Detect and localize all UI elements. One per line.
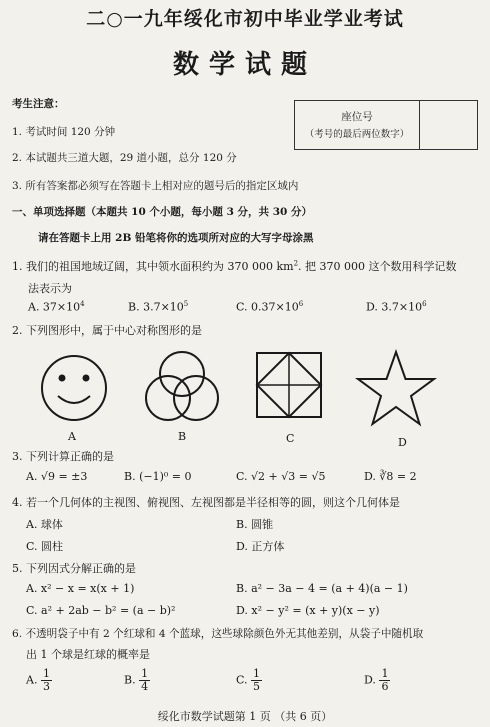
q1-option-c: C. $0.37\times 10^6$	[236, 300, 304, 314]
seat-label-cell	[295, 101, 420, 149]
q2-label-a: A	[68, 430, 76, 443]
q2-stem: 2. 下列图形中，属于中心对称图形的是	[12, 324, 202, 337]
q5-option-a: A. x² − x = x(x + 1)	[26, 582, 135, 595]
q6-stem-2: 出 1 个球是红球的概率是	[26, 648, 150, 661]
q4-option-d: D. 正方体	[236, 540, 285, 553]
q5-option-b: B. a² − 3a − 4 = (a + 4)(a − 1)	[236, 582, 408, 595]
section1-instruction: 请在答题卡上用 2B 铅笔将你的选项所对应的大写字母涂黑	[38, 232, 314, 244]
q3-stem: 3. 下列计算正确的是	[12, 450, 114, 463]
seat-hint: （考号的最后两位数字）	[304, 129, 410, 140]
q6-option-a: A. $\frac{1}{3}$	[26, 667, 50, 693]
q6-stem: 6. 不透明袋子中有 2 个红球和 4 个蓝球，这些球除颜色外无其他差别，从袋子中随机取	[12, 628, 424, 640]
note-1: 1. 考试时间 120 分钟	[12, 126, 116, 138]
q1-option-a: A. $37\times 10^4$	[28, 300, 85, 314]
q5-stem: 5. 下列因式分解正确的是	[12, 562, 136, 575]
q3-option-d: D. ∛8 = 2	[364, 470, 417, 483]
q4-option-c: C. 圆柱	[26, 540, 64, 553]
q5-option-c: C. a² + 2ab − b² = (a − b)²	[26, 604, 176, 617]
q2-label-d: D	[398, 436, 407, 449]
star-figure	[354, 348, 438, 428]
exam-title: 二○一九年绥化市初中毕业学业考试	[86, 8, 404, 30]
q4-stem: 4. 若一个几何体的主视图、俯视图、左视图都是半径相等的圆，则这个几何体是	[12, 496, 400, 509]
section1-heading: 一、单项选择题（本题共 10 个小题，每小题 3 分，共 30 分）	[12, 206, 312, 218]
page-footer: 绥化市数学试题第 1 页 （共 6 页）	[157, 710, 333, 723]
smiley-figure	[34, 352, 114, 424]
q4-option-b: B. 圆锥	[236, 518, 274, 531]
q1-stem: 1. 我们的祖国地域辽阔，其中领水面积约为 370 000 $km^2$. 把 370 000 这个数用科学记数	[12, 259, 457, 273]
q1-option-b: B. $3.7\times 10^5$	[128, 300, 189, 314]
square-diamond-figure	[252, 348, 326, 424]
q6-option-b: B. $\frac{1}{4}$	[124, 667, 149, 693]
q4-option-a: A. 球体	[26, 518, 63, 531]
subject-title: 数学试题	[172, 50, 317, 80]
q1-option-d: D. $3.7\times 10^6$	[366, 300, 427, 314]
note-2: 2. 本试题共三道大题，29 道小题，总分 120 分	[12, 152, 237, 164]
note-3: 3. 所有答案都必须写在答题卡上相对应的题号后的指定区域内	[12, 180, 299, 192]
seat-label: 座位号	[341, 111, 373, 123]
q2-label-b: B	[178, 430, 187, 443]
three-circles-figure	[140, 346, 224, 428]
seat-number-box	[294, 100, 478, 150]
q6-option-c: C. $\frac{1}{5}$	[236, 667, 261, 693]
q3-option-c: C. √2 + √3 = √5	[236, 470, 326, 483]
q5-option-d: D. x² − y² = (x + y)(x − y)	[236, 604, 380, 617]
q6-option-d: D. $\frac{1}{6}$	[364, 667, 389, 693]
q3-option-b: B. (−1)⁰ = 0	[124, 470, 192, 483]
q1-stem-2: 法表示为	[28, 282, 72, 295]
q2-label-c: C	[286, 432, 295, 445]
q3-option-a: A. √9 = ±3	[26, 470, 88, 483]
notes-heading: 考生注意：	[12, 98, 65, 110]
